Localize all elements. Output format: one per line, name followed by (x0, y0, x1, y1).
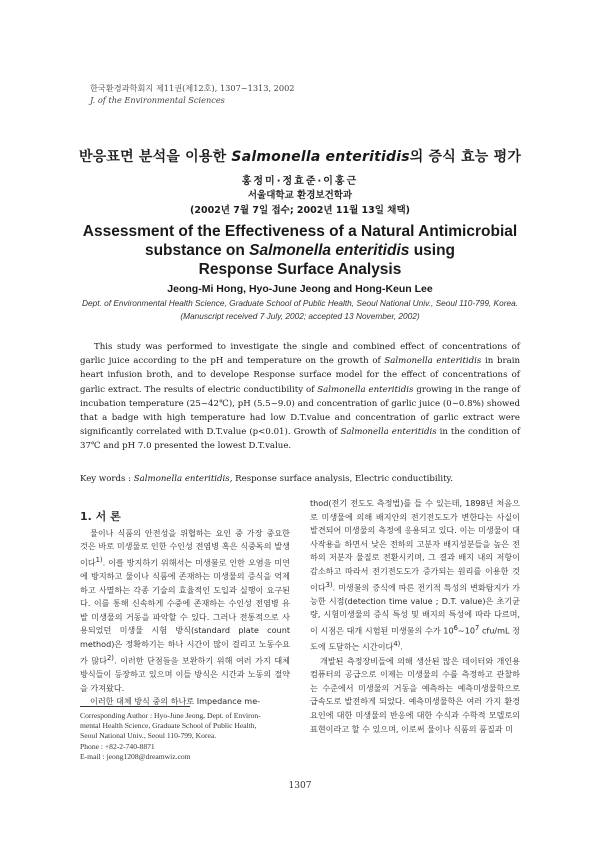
corresponding-author-footnote (80, 711, 295, 762)
journal-name-en: J. of the Environmental Sciences (90, 95, 225, 105)
reference-marker: 2) (107, 653, 114, 662)
body-text: . 미생물의 증식에 따른 전기적 특성의 변화탐지가 가능한 시점(detection time value ; D.T. value)은 초기균량, 시험미생물의 증식 특성 및 배지의 특성에 따라 다르며, 이 시점은 대개 시험된 미생물의 수가 10 (310, 582, 520, 636)
footnote-phone: Phone : +82-2-740-8871 (80, 741, 155, 751)
body-text: . (400, 642, 403, 652)
footnote-line: Seoul National Univ., Seoul 110-799, Korea. (80, 731, 217, 741)
right-paragraph-1 (310, 497, 520, 655)
title-en-part: using (409, 242, 456, 259)
page-number: 1307 (288, 781, 312, 791)
intro-paragraph-2: 이러한 대체 방식 중의 하나로 Impedance me- (90, 696, 261, 707)
footnote-email: E-mail : jeong1208@dreamwiz.com (80, 751, 191, 761)
journal-citation-kr: 한국환경과학회지 제11권(제12호), 1307~1313, 2002 (90, 83, 295, 93)
authors-korean: 홍정미·정효준·이홍근 (241, 176, 359, 187)
body-text: cfu/mL 정도에 도달하는 시간이다 (310, 625, 521, 652)
keywords-values: Response surface analysis, Electric conductibility. (232, 474, 453, 484)
section-heading-introduction: 1. 서 론 (80, 510, 121, 523)
title-en-part: substance on (144, 242, 250, 259)
intro-paragraph-1 (80, 527, 290, 696)
left-column (80, 510, 290, 709)
reference-marker: 3) (325, 580, 333, 589)
footnote-divider (80, 706, 190, 707)
title-en-line1: Assessment of the Effectiveness of a Natural Antimicrobial (82, 223, 518, 240)
abstract-text: This study was performed to investigate the single and combined effect of concentrations of garlic juice according to the pH and temperature on the growth of (80, 342, 520, 367)
authors-english: Jeong-Mi Hong, Hyo-June Jeong and Hong-Keun Lee (167, 283, 433, 295)
title-kr-part: 반응표면 분석을 이용한 (78, 149, 232, 165)
body-text: ~10 (457, 625, 475, 636)
abstract-species: Salmonella enteritidis (384, 356, 482, 367)
reference-marker: 1) (95, 555, 103, 564)
right-column (310, 497, 520, 736)
body-text: . 이를 방지하기 위해서는 미생물로 인한 오염을 미연에 방지하고 물이나 식품에 존재하는 미생물의 증식을 억제하고 사멸하는 각종 기술의 효율적인 도입과 실행이 요구된다. 이를 통해 신속하게 수중에 존재하는 수인성 전염병 유발 미생물의 거동을 파악할 수 있다. 그러나 전통적으로 사용되었던 미생물 시험 방식(standard plate count method)은 정확하기는 하나 시간이 많이 걸리고 노동수요가 많다 (80, 557, 290, 666)
keywords-label: Key words : (80, 474, 134, 484)
exponent: 7 (475, 624, 480, 633)
title-en-line3: Response Surface Analysis (198, 261, 402, 278)
title-kr-part: 의 증식 효능 평가 (409, 149, 522, 165)
affiliation-korean: 서울대학교 환경보건학과 (247, 190, 353, 201)
exponent: 6 (453, 624, 458, 633)
footnote-line: Corresponding Author : Hyo-June Jeong, Dept. of Environ- (80, 711, 261, 720)
keywords-species: Salmonella enteritidis, (133, 474, 233, 484)
abstract-text: growing in the range of incubation temperature (25~42℃), pH (5.5~9.0) and concentration of garlic juice (0~0.8%) showed that a badge with high temperature had low D.T.value and concentration of garlic extract were significantly correlated with D.T.value (p<0.01). Growth of (80, 384, 520, 438)
title-en-species: Salmonella enteritidis (249, 242, 410, 259)
body-text: 물이나 식품의 안전성을 위협하는 요인 중 가장 중요한 것은 바로 미생물로 인한 수인성 전염병 혹은 식중독의 발생이다 (80, 527, 290, 568)
body-text: . 이러한 단점들을 보완하기 위해 여러 가지 대체 방식들이 등장하고 있으며 이들 방식은 시간과 노동의 절약을 가져왔다. (80, 655, 290, 693)
reference-marker: 4) (393, 640, 401, 649)
abstract-species: Salmonella enteritidis (340, 427, 437, 438)
title-kr-species: Salmonella enteritidis (231, 149, 410, 165)
abstract-text: in the condition of 37℃ and pH 7.0 presented the lowest D.T.value. (80, 427, 521, 452)
abstract (80, 340, 520, 454)
abstract-text: in brain heart infusion broth, and to develope Response surface model for the effect of concentrations of garlic extract. The results of electric conductibility of (80, 356, 521, 395)
title-en-line2 (50, 241, 550, 260)
keywords (80, 474, 520, 484)
right-paragraph-2: 개발된 측정장비들에 의해 생산된 많은 데이터와 개인용 컴퓨터의 공급으로 이제는 미생물의 수를 측정하고 관찰하는 수준에서 미생물의 거동을 예측하는 예측미생물학으로 급속도로 발전하게 되었다. 예측미생물학은 여러 가지 환경요인에 대한 미생물의 반응에 대한 수식과 수학적 모델로의 표현이라고 할 수 있으며, 이로써 물이나 식품의 품질과 미 (310, 655, 520, 734)
manuscript-dates: (Manuscript received 7 July, 2002; accepted 13 November, 2002) (180, 311, 420, 321)
affiliation-english: Dept. of Environmental Health Science, Graduate School of Public Health, Seoul National Univ., Seoul 110-799, Korea. (82, 298, 518, 308)
journal-header (90, 82, 295, 106)
abstract-species: Salmonella enteritidis (317, 384, 414, 395)
footnote-line: mental Health Science, Graduate School of Public Health, (80, 721, 257, 731)
title-korean (60, 146, 540, 166)
title-english (50, 222, 550, 279)
dates-korean: (2002년 7월 7일 접수; 2002년 11월 13일 채택) (190, 205, 410, 216)
body-text: thod(전기 전도도 측정법)를 들 수 있는데, 1898년 처음으로 미생물에 의해 배지안의 전기전도도가 변한다는 사실이 발견되어 미생물의 측정에 응용되고 있다. 이는 미생물이 대사작용을 하면서 낮은 전하의 고분자 배지성분들을 높은 전하의 저분자 물질로 전환시키며, 그 결과 배지 내의 저항이 감소하고 따라서 전기전도도가 증가되는 원리를 이용한 것이다 (310, 498, 520, 593)
